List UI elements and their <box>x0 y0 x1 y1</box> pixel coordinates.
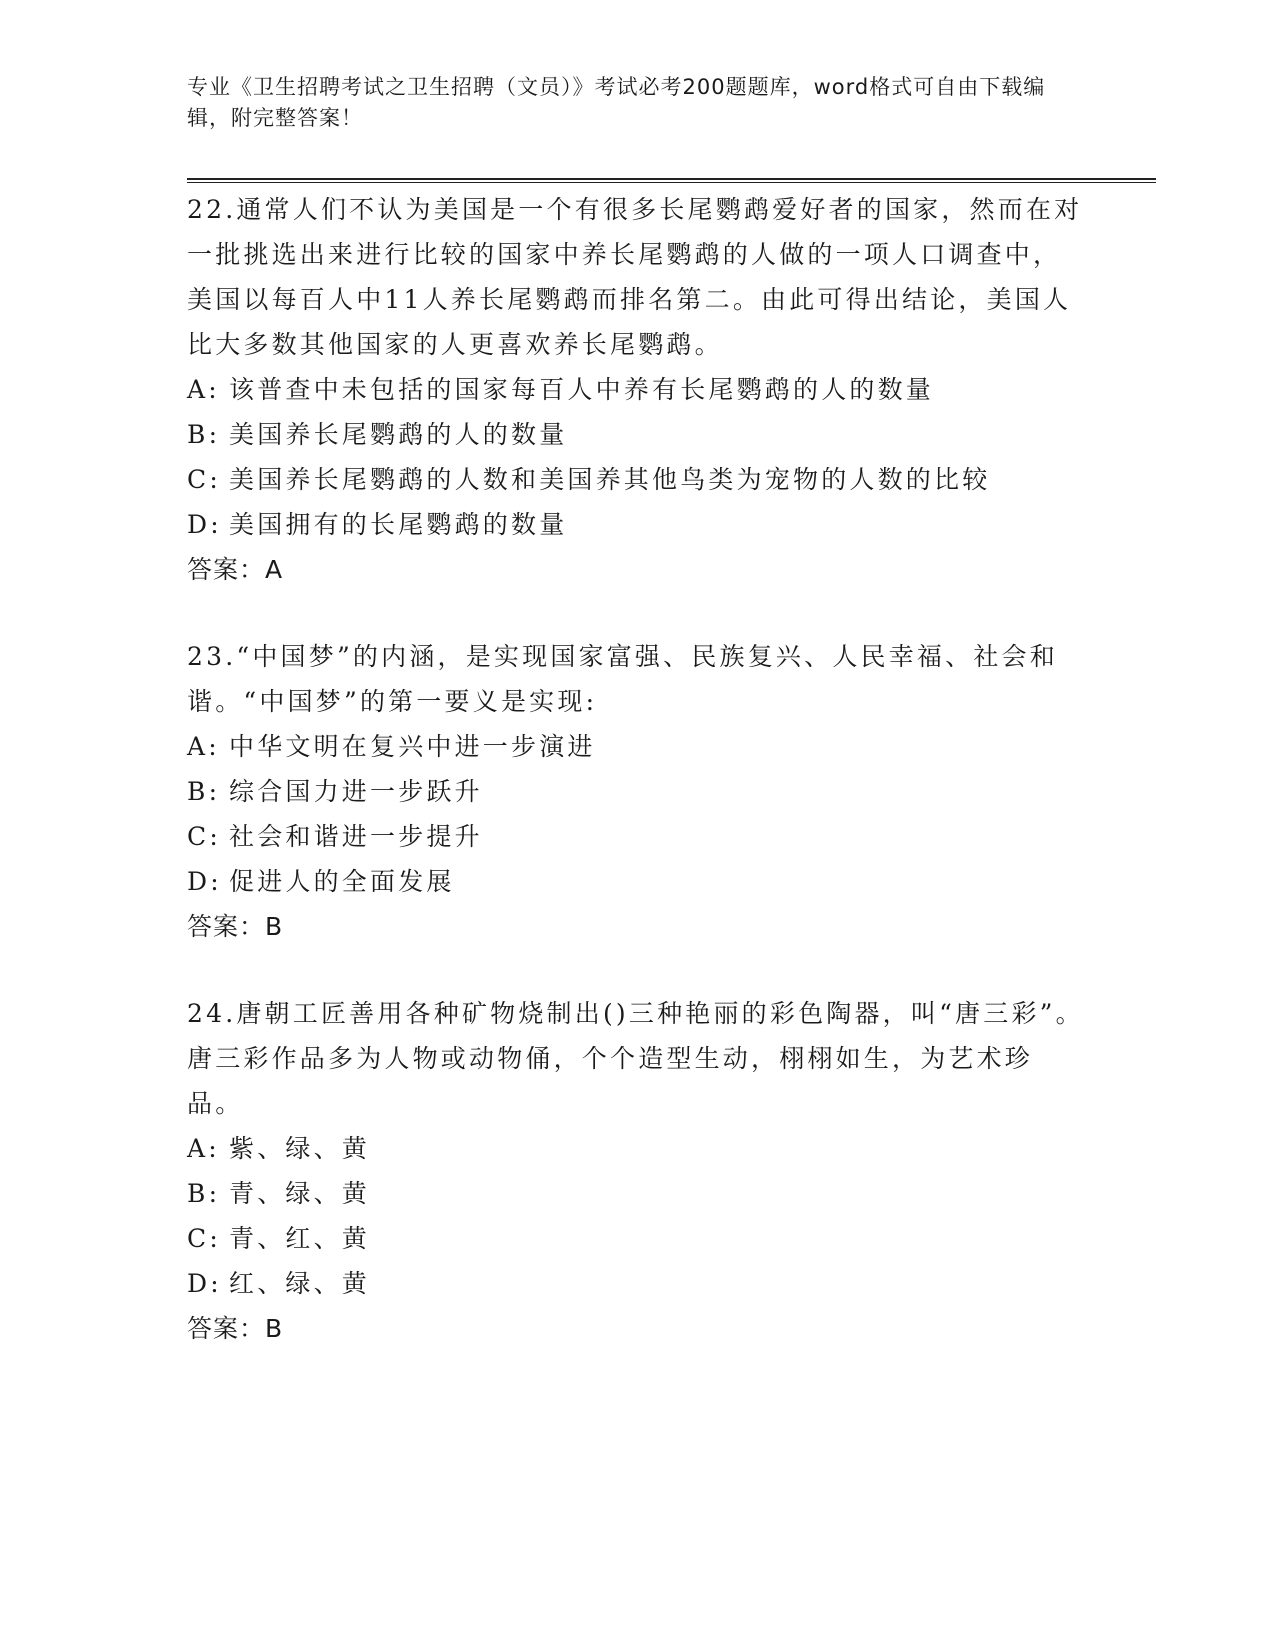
option-b <box>187 1171 1087 1216</box>
option-text: 促进人的全面发展 <box>229 867 455 896</box>
option-b <box>187 769 1087 814</box>
option-c <box>187 814 1087 859</box>
question-stem: 24.唐朝工匠善用各种矿物烧制出()三种艳丽的彩色陶器，叫“唐三彩”。唐三彩作品多为人物或动物俑，个个造型生动，栩栩如生，为艺术珍品。 <box>187 999 1084 1118</box>
option-letter: B: <box>187 777 221 806</box>
option-letter: D: <box>187 1269 222 1298</box>
option-text: 美国养长尾鹦鹉的人的数量 <box>229 420 568 449</box>
option-letter: C: <box>187 1224 221 1253</box>
header-divider <box>187 178 1156 183</box>
option-text: 综合国力进一步跃升 <box>229 777 483 806</box>
option-text: 社会和谐进一步提升 <box>229 822 483 851</box>
question-stem: 23.“中国梦”的内涵，是实现国家富强、民族复兴、人民幸福、社会和谐。“中国梦”的第一要义是实现: <box>187 642 1058 716</box>
question-list <box>187 187 1087 1393</box>
option-letter: A: <box>187 375 220 404</box>
option-text: 青、红、黄 <box>229 1224 371 1253</box>
question-24 <box>187 991 1087 1351</box>
option-d <box>187 1261 1087 1306</box>
option-a <box>187 367 1087 412</box>
option-text: 中华文明在复兴中进一步演进 <box>229 732 596 761</box>
option-letter: C: <box>187 465 221 494</box>
answer-line: 答案：A <box>187 555 284 584</box>
option-letter: B: <box>187 1179 221 1208</box>
option-b <box>187 412 1087 457</box>
option-a <box>187 1126 1087 1171</box>
option-a <box>187 724 1087 769</box>
option-d <box>187 859 1087 904</box>
option-text: 美国拥有的长尾鹦鹉的数量 <box>229 510 568 539</box>
option-letter: C: <box>187 822 221 851</box>
option-letter: B: <box>187 420 221 449</box>
question-stem: 22.通常人们不认为美国是一个有很多长尾鹦鹉爱好者的国家，然而在对一批挑选出来进行比较的国家中养长尾鹦鹉的人做的一项人口调查中，美国以每百人中11人养长尾鹦鹉而排名第二。由此可得出结论，美国人比大多数其他国家的人更喜欢养长尾鹦鹉。 <box>187 195 1083 359</box>
option-list <box>187 1126 1087 1306</box>
option-text: 红、绿、黄 <box>229 1269 371 1298</box>
option-text: 青、绿、黄 <box>229 1179 371 1208</box>
question-23 <box>187 634 1087 949</box>
option-text: 该普查中未包括的国家每百人中养有长尾鹦鹉的人的数量 <box>229 375 935 404</box>
option-c <box>187 457 1087 502</box>
question-22 <box>187 187 1087 592</box>
option-text: 美国养长尾鹦鹉的人数和美国养其他鸟类为宠物的人数的比较 <box>229 465 991 494</box>
option-letter: A: <box>187 1134 220 1163</box>
option-letter: A: <box>187 732 220 761</box>
answer-line: 答案：B <box>187 912 284 941</box>
option-c <box>187 1216 1087 1261</box>
option-letter: D: <box>187 510 222 539</box>
option-list <box>187 724 1087 904</box>
option-d <box>187 502 1087 547</box>
option-text: 紫、绿、黄 <box>229 1134 371 1163</box>
page-header: 专业《卫生招聘考试之卫生招聘（文员）》考试必考200题题库，word格式可自由下载编辑，附完整答案！ <box>187 75 1046 130</box>
answer-line: 答案：B <box>187 1314 284 1343</box>
option-list <box>187 367 1087 547</box>
option-letter: D: <box>187 867 222 896</box>
